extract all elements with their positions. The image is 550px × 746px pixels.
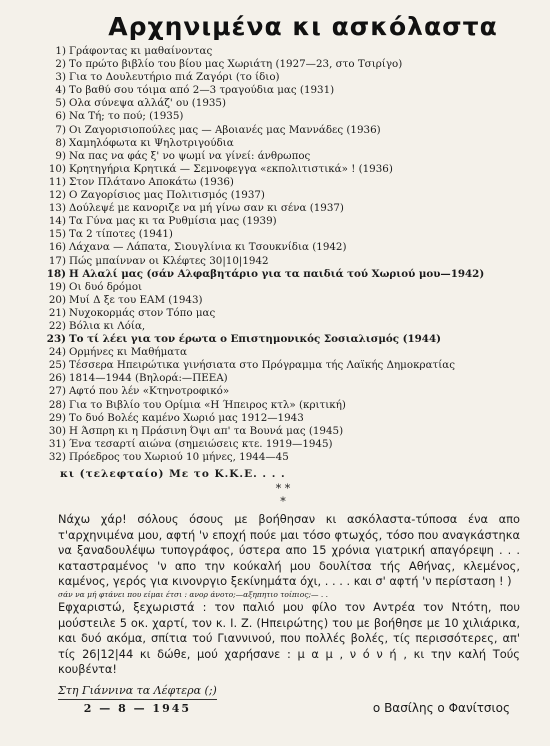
toc-item-number: 4) xyxy=(55,84,66,97)
toc-item xyxy=(46,189,520,202)
toc-item-number: 3) xyxy=(55,71,66,84)
toc-item xyxy=(46,163,520,176)
toc-item-text: Τα Γύνα μας κι τα Ρυθμίσια μας (1939) xyxy=(69,215,277,228)
toc-item xyxy=(46,150,520,163)
thanks-body xyxy=(58,600,520,678)
toc-item-text: Τα 2 τίποτες (1941) xyxy=(69,228,173,241)
toc-item-text: Πώς μπαίνναν οι Κλέφτες 30|10|1942 xyxy=(69,254,269,267)
toc-item xyxy=(46,176,520,189)
toc-item-number: 23) xyxy=(46,333,66,346)
toc-item-number: 25) xyxy=(48,359,66,372)
toc-item-text: Ένα τεσαρτί αιώνα (σημειώσεις κτε. 1919—1945) xyxy=(69,437,333,450)
toc-item xyxy=(46,110,520,123)
toc-item-text: Ο Ζαγορίσιος μας Πολιτισμός (1937) xyxy=(69,189,265,202)
toc-item-number: 26) xyxy=(48,372,66,385)
toc-item xyxy=(46,425,520,438)
toc-item xyxy=(46,346,520,359)
toc-item xyxy=(46,137,520,150)
toc-item-text: Το τί λέει για τον έρωτα ο Επιστημονικός Σοσιαλισμός (1944) xyxy=(69,333,441,346)
toc-item-text: Ορμήνες κι Μαθήματα xyxy=(69,346,187,359)
toc-item xyxy=(46,268,520,281)
toc-item xyxy=(46,438,520,451)
toc-item-number: 20) xyxy=(48,293,66,306)
toc-item xyxy=(46,202,520,215)
table-of-contents xyxy=(46,45,520,464)
toc-item xyxy=(46,333,520,346)
toc-item-text: Χαμηλόφωτα κι Ψηλοτριγούδια xyxy=(69,136,234,149)
thanks-paragraph: Εφχαριστώ, ξεχωριστά : τον παλιό μου φίλο τον Αντρέα τον Ντότη, που μούστειλε 5 οκ. χαρτί, τον κ. Ι. Ζ. (Ηπειρώτης) του με βοήθησε με 10 χιλιάρικα, και δυό ακόμα, σπίτια τού Γιαννινού, που πολλές βολές, τίς περισσότερες, απ' τίς 26|12|44 κι δώθε, μού χαρήσανε : μ α μ , ν ό ν ή , κι την καλή Τούς κουβέντα! xyxy=(58,599,520,677)
toc-item xyxy=(46,412,520,425)
toc-item-number: 8) xyxy=(55,136,66,149)
toc-item-text: Νυχοκορμάς στον Τόπο μας xyxy=(69,306,216,319)
toc-item-text: Γράφοντας κι μαθαίνοντας xyxy=(69,45,213,57)
toc-item-number: 29) xyxy=(48,411,66,424)
toc-item xyxy=(46,255,520,268)
toc-item-number: 11) xyxy=(48,175,66,188)
toc-item-text: Οι δυό δρόμοι xyxy=(69,280,143,293)
toc-item-text: Πρόεδρος του Χωριού 10 μήνες, 1944—45 xyxy=(69,450,289,463)
toc-item-text: Η Άσπρη κι η Πράσινη Όψι απ' τα Βουνά μας (1945) xyxy=(69,424,344,437)
toc-item-text: Το βαθύ σου τόιμα από 2—3 τραγούδια μας (1931) xyxy=(69,84,335,97)
toc-item xyxy=(46,359,520,372)
toc-item-number: 10) xyxy=(48,162,66,175)
toc-item xyxy=(46,124,520,137)
toc-item-text: Κρητηγήρια Κρητικά — Σεμνοφεγγα «εκπολιτιστικά» ! (1936) xyxy=(69,162,393,175)
toc-item xyxy=(46,228,520,241)
date-text: 2 — 8 — 1945 xyxy=(58,699,217,715)
toc-item-number: 17) xyxy=(48,254,66,267)
toc-item-text: Λάχανα — Λάπατα, Σιουγλίνια κι Τσουκνίδια (1942) xyxy=(69,241,347,254)
toc-item xyxy=(46,294,520,307)
toc-item-number: 9) xyxy=(55,149,66,162)
toc-item-number: 24) xyxy=(48,346,66,359)
toc-item-number: 31) xyxy=(48,437,66,450)
toc-item-text: Για το Βιβλίο του Ορίμια «Η Ήπειρος κτλ» (κριτική) xyxy=(69,398,346,411)
toc-item xyxy=(46,71,520,84)
toc-item xyxy=(46,215,520,228)
stars-text: * * * xyxy=(275,482,291,508)
toc-item-number: 30) xyxy=(48,424,66,437)
toc-item xyxy=(46,307,520,320)
toc-item-number: 21) xyxy=(48,306,66,319)
toc-item-number: 22) xyxy=(48,319,66,332)
toc-item-number: 7) xyxy=(55,123,66,136)
toc-item-text: Τέσσερα Ηπειρώτικα γινήσιατα στο Πρόγραμμα τής Λαϊκής Δημοκρατίας xyxy=(69,359,455,372)
place-date-block xyxy=(58,684,217,715)
toc-item-text: Στον Πλάτανο Αποκάτω (1936) xyxy=(69,175,234,188)
toc-item xyxy=(46,320,520,333)
toc-item-number: 14) xyxy=(48,215,66,228)
toc-item-text: Η Αλαλί μας (σάν Αλφαβητάριο για τα παιδιά τού Χωριού μου—1942) xyxy=(69,267,485,280)
toc-item-number: 18) xyxy=(46,267,66,280)
toc-item xyxy=(46,281,520,294)
toc-item xyxy=(46,45,520,58)
document-title: Αρχηνιμένα κι ασκόλαστα xyxy=(108,12,498,41)
toc-item xyxy=(46,372,520,385)
toc-item-text: Να Τή; το πού; (1935) xyxy=(69,110,184,123)
toc-item-number: 19) xyxy=(48,280,66,293)
author-signature: ο Βασίλης ο Φανίτσιος xyxy=(372,700,510,715)
toc-item xyxy=(46,58,520,71)
body-paragraph: Νάχω χάρ! σόλους όσους με βοήθησαν κι ασκόλαστα-τύποσα ένα απο τ'αρχηνιμένα μου, αφτή 'ν εποχή πούε μαι τόσο φτωχός, τόσο που αναγκάστηκα να ξαναδουλέψω τυπογράφος, ύστερα απο 15 χρόνια γιατρική απαγόρεψη . . . καταστραμένος 'ν απο την κούκαλή μου δουλίτσα τής Αθήνας, κλεμένος, καμένος, γερός για κινονργιο ξεκίνημάτα όχι, . . . . και σ' αφτή 'ν περίσταση ! ) xyxy=(58,512,520,589)
toc-item-text: Να πας να φάς ξ' νο ψωμί να γίνεί: άνθρωπος xyxy=(69,149,311,162)
place-text: Στη Γιάννινα τα Λέφτερα (;) xyxy=(58,683,217,697)
toc-item-number: 13) xyxy=(48,202,66,215)
toc-item-text: Δούλεψέ με κανοριζε να μή γίνω σαν κι σένα (1937) xyxy=(69,202,344,215)
toc-item-text: 1814—1944 (Βηλορά:—ΠΕΕΑ) xyxy=(69,372,228,385)
toc-item-number: 2) xyxy=(55,58,66,71)
toc-item xyxy=(46,241,520,254)
toc-item-text: Το δυό Βολές καμένο Χωριό μας 1912—1943 xyxy=(69,411,304,424)
toc-item-text: Αφτό που λέν «Κτηνοτροφικό» xyxy=(69,385,230,398)
toc-item xyxy=(46,97,520,110)
toc-item-number: 12) xyxy=(48,189,66,202)
toc-item-number: 5) xyxy=(55,97,66,110)
toc-item xyxy=(46,451,520,464)
toc-item-text: Ολα σύνεψα αλλάζ' ου (1935) xyxy=(69,97,226,110)
signature-row xyxy=(58,684,520,715)
toc-item-text: Για το Δουλευτήριο πιά Ζαγόρι (το ίδιο) xyxy=(69,71,280,84)
acknowledgement-body xyxy=(58,512,520,590)
toc-item-number: 6) xyxy=(55,110,66,123)
toc-item-text: Οι Ζαγορισιοπούλες μας — Αβοιανές μας Μαννάδες (1936) xyxy=(69,123,381,136)
toc-item-text: Μυί Δ ξε του ΕΑΜ (1943) xyxy=(69,293,203,306)
toc-item xyxy=(46,84,520,97)
toc-item xyxy=(46,399,520,412)
closing-line: κι (τελεφταίο) Με το Κ.Κ.Ε. . . . xyxy=(60,468,286,480)
toc-item-text: Βόλια κι Λόία, xyxy=(69,319,146,332)
toc-item-number: 28) xyxy=(48,398,66,411)
footnote: σάν να μή φτάνει που είμαι έτσι : ανορ άνοτο;—αξηπητιο τοίπιος;— . . xyxy=(58,589,329,599)
toc-item-number: 16) xyxy=(48,241,66,254)
toc-item-text: Το πρώτο βιβλίο του βίου μας Χωριάτη (1927—23, στο Τσιρίγο) xyxy=(69,58,403,71)
toc-item-number: 1) xyxy=(55,45,66,57)
toc-item xyxy=(46,385,520,398)
toc-item-number: 32) xyxy=(48,450,66,463)
toc-item-number: 15) xyxy=(48,228,66,241)
toc-item-number: 27) xyxy=(48,385,66,398)
section-divider-stars xyxy=(46,482,520,508)
